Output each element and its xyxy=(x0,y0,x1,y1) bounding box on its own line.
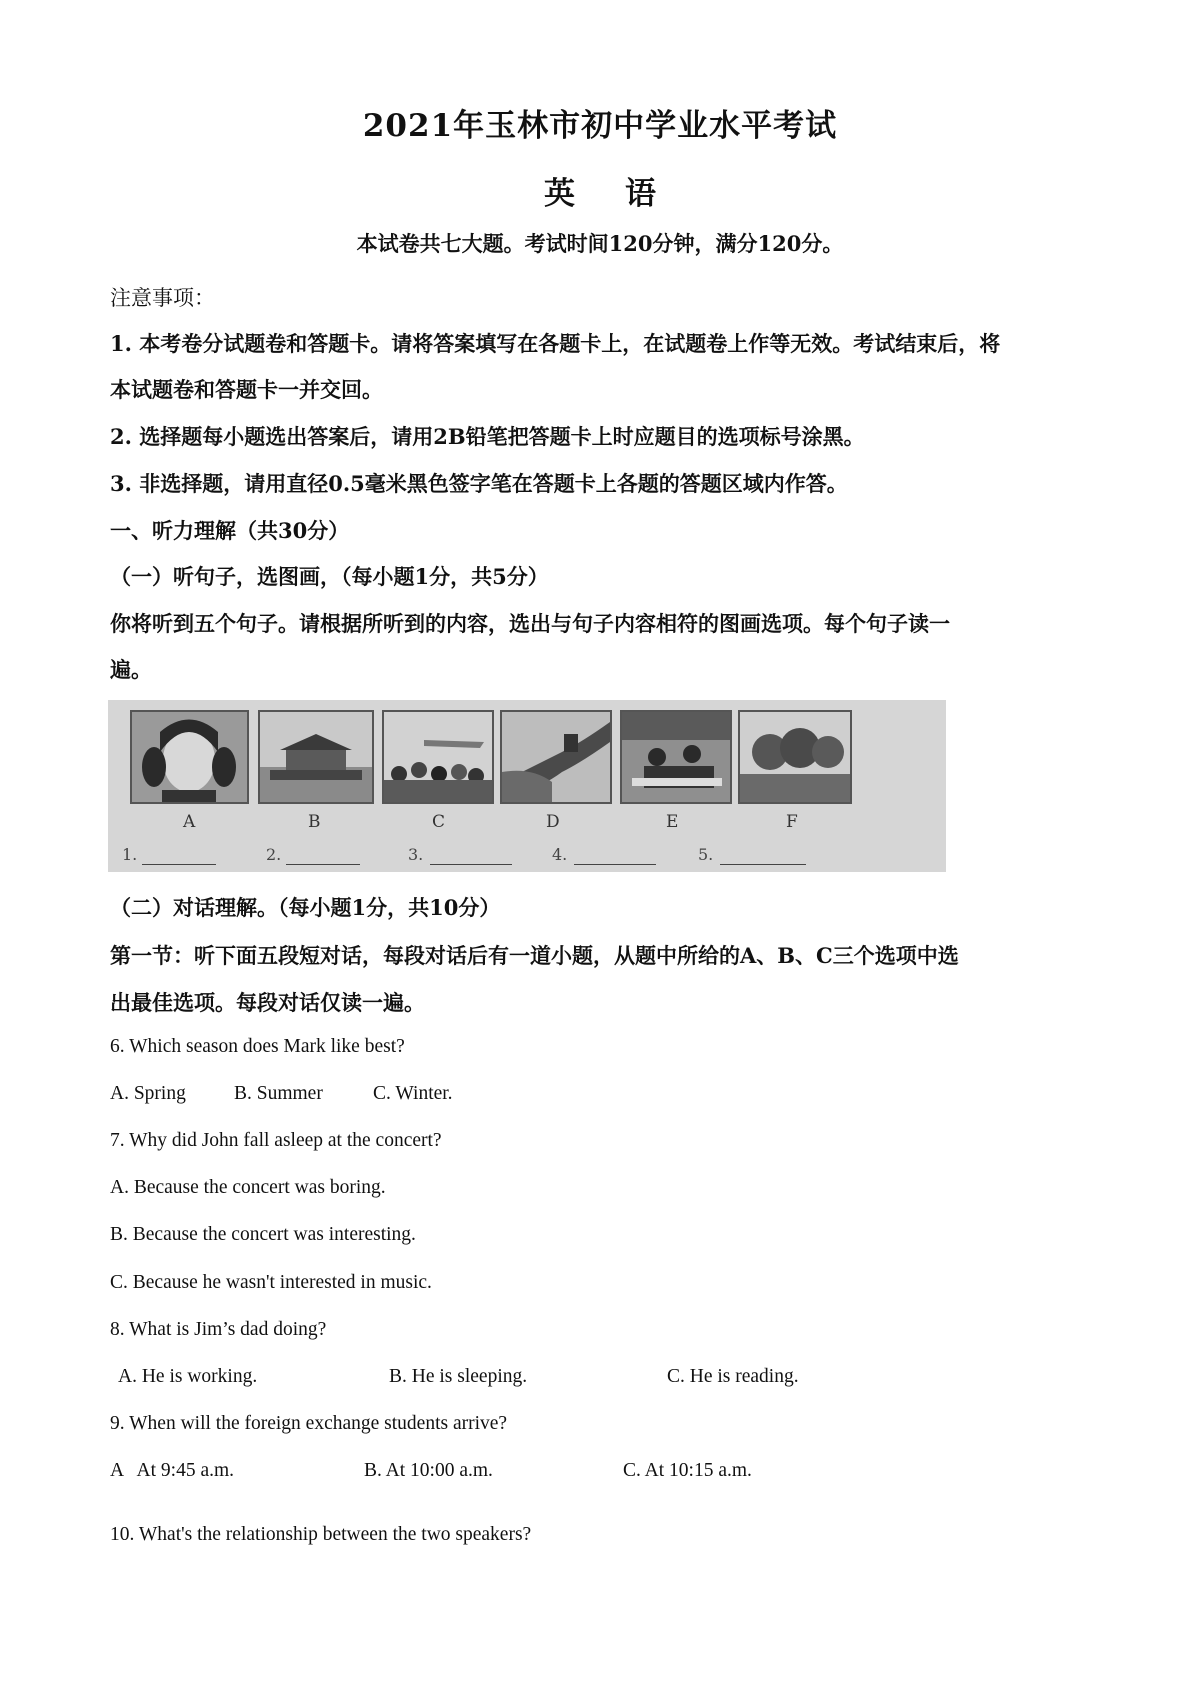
question-8-option-a: A. He is working. xyxy=(118,1366,258,1387)
answer-blank-1 xyxy=(142,864,216,865)
picture-a-girl-portrait xyxy=(130,710,249,804)
question-7-option-a: A. Because the concert was boring. xyxy=(110,1177,386,1198)
note-3: 3. 非选择题，请用直径0.5毫米黑色签字笔在答题卡上各题的答题区域内作答。 xyxy=(110,471,848,496)
question-8-option-b: B. He is sleeping. xyxy=(389,1366,528,1387)
question-7-option-b: B. Because the concert was interesting. xyxy=(110,1224,416,1245)
question-7-stem: 7. Why did John fall asleep at the concert? xyxy=(110,1130,442,1151)
question-8-stem: 8. What is Jim’s dad doing? xyxy=(110,1319,327,1340)
question-6-option-b: B. Summer xyxy=(234,1083,323,1104)
section2-heading: （二）对话理解。（每小题1分，共10分） xyxy=(110,895,501,920)
picture-e-people-at-table xyxy=(620,710,732,804)
picture-label-d: D xyxy=(546,812,560,832)
subject-char-2: 语 xyxy=(625,176,656,212)
section1-heading: （一）听句子，选图画，（每小题1分，共5分） xyxy=(110,564,549,589)
subject-heading xyxy=(0,168,1200,213)
section2-instruction-line-1: 第一节：听下面五段短对话，每段对话后有一道小题，从题中所给的A、B、C三个选项中选 xyxy=(110,943,959,968)
note-1-line-1: 1. 本考卷分试题卷和答题卡。请将答案填写在各题卡上，在试题卷上作等无效。考试结束后，将 xyxy=(110,331,1001,356)
blank-number-3: 3. xyxy=(408,845,424,864)
blank-number-5: 5. xyxy=(698,845,714,864)
note-2: 2. 选择题每小题选出答案后，请用2B铅笔把答题卡上时应题目的选项标号涂黑。 xyxy=(110,424,865,449)
answer-blank-2 xyxy=(286,864,360,865)
notes-heading: 注意事项： xyxy=(110,286,215,310)
blank-number-1: 1. xyxy=(122,845,138,864)
note-1-line-2: 本试题卷和答题卡一并交回。 xyxy=(110,377,383,402)
answer-blank-4 xyxy=(574,864,656,865)
section1-instruction-line-2: 遍。 xyxy=(110,657,152,682)
question-9-stem: 9. When will the foreign exchange students arrive? xyxy=(110,1413,508,1434)
exam-title: 2021年玉林市初中学业水平考试 xyxy=(362,108,838,144)
picture-strip xyxy=(108,700,946,872)
blank-number-2: 2. xyxy=(266,845,282,864)
part1-heading: 一、听力理解（共30分） xyxy=(110,518,350,543)
picture-label-f: F xyxy=(786,812,798,832)
question-10-stem: 10. What's the relationship between the two speakers? xyxy=(110,1524,532,1545)
question-9-option-a: A At 9:45 a.m. xyxy=(110,1460,235,1481)
section2-instruction-line-2: 出最佳选项。每段对话仅读一遍。 xyxy=(110,990,425,1015)
question-7-option-c: C. Because he wasn't interested in music. xyxy=(110,1272,432,1293)
picture-label-e: E xyxy=(666,812,679,832)
picture-b-tiananmen xyxy=(258,710,374,804)
picture-d-great-wall xyxy=(500,710,612,804)
answer-blank-3 xyxy=(430,864,512,865)
question-9-option-b: B. At 10:00 a.m. xyxy=(364,1460,493,1481)
picture-label-b: B xyxy=(308,812,321,832)
question-6-option-a: A. Spring xyxy=(110,1083,186,1104)
picture-label-a: A xyxy=(183,812,196,832)
section1-instruction-line-1: 你将听到五个句子。请根据所听到的内容，选出与句子内容相符的图画选项。每个句子读一 xyxy=(110,611,950,636)
blank-number-4: 4. xyxy=(552,845,568,864)
question-9-option-c: C. At 10:15 a.m. xyxy=(623,1460,752,1481)
question-8-option-c: C. He is reading. xyxy=(667,1366,799,1387)
answer-blank-5 xyxy=(720,864,806,865)
subject-char-1: 英 xyxy=(544,176,575,212)
exam-meta: 本试卷共七大题。考试时间120分钟，满分120分。 xyxy=(356,231,844,256)
picture-label-c: C xyxy=(432,812,446,832)
picture-f-park-trees xyxy=(738,710,852,804)
question-6-stem: 6. Which season does Mark like best? xyxy=(110,1036,405,1057)
picture-c-airport-crowd xyxy=(382,710,494,804)
question-6-option-c: C. Winter. xyxy=(373,1083,453,1104)
